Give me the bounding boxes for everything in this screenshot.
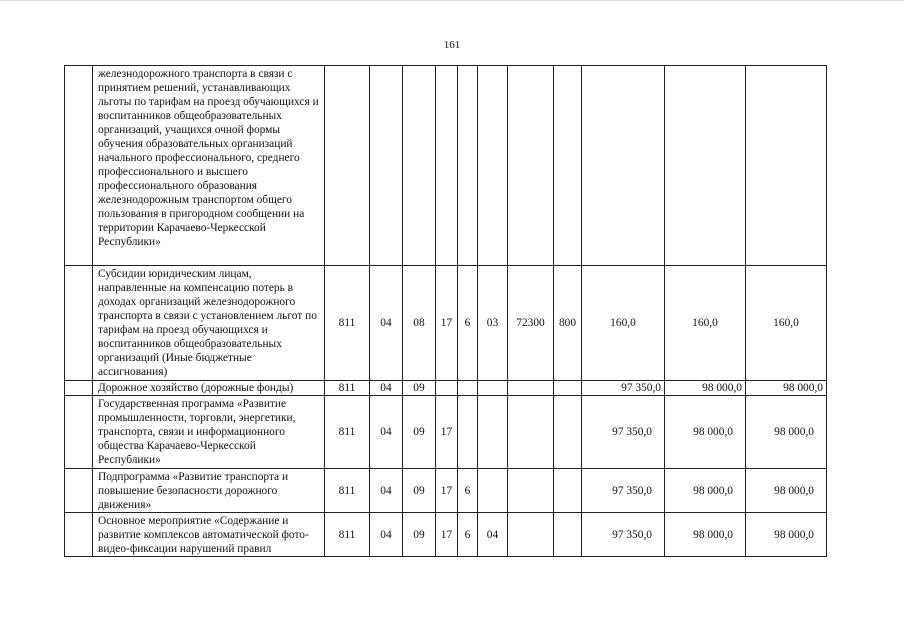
section-code — [370, 66, 403, 266]
table-row — [65, 381, 827, 396]
item-name: Государственная программа «Развитие промышленности, торговли, энергетики, транспорта, связи и информационного общества Карачаево-Черкесской Республики» — [93, 396, 325, 469]
subsection-code: 09 — [403, 513, 436, 557]
grbs-code: 811 — [325, 381, 370, 396]
section-code: 04 — [370, 513, 403, 557]
amount-year-2: 160,0 — [665, 266, 746, 381]
subsection-code — [403, 66, 436, 266]
amount-year-1: 97 350,0 — [582, 396, 665, 469]
grbs-code: 811 — [325, 469, 370, 513]
amount-year-3: 98 000,0 — [746, 396, 827, 469]
direction-code — [508, 66, 554, 266]
item-name: Подпрограмма «Развитие транспорта и повышение безопасности дорожного движения» — [93, 469, 325, 513]
subprogram-code: 6 — [458, 266, 478, 381]
activity-code: 04 — [478, 513, 508, 557]
direction-code — [508, 396, 554, 469]
grbs-code — [325, 66, 370, 266]
subsection-code: 09 — [403, 469, 436, 513]
expense-type-code — [554, 469, 582, 513]
amount-year-1: 160,0 — [582, 266, 665, 381]
section-code: 04 — [370, 396, 403, 469]
budget-table — [64, 65, 827, 557]
activity-code — [478, 381, 508, 396]
program-code — [436, 66, 458, 266]
section-code: 04 — [370, 266, 403, 381]
subprogram-code: 6 — [458, 469, 478, 513]
direction-code — [508, 513, 554, 557]
expense-type-code: 800 — [554, 266, 582, 381]
expense-type-code — [554, 513, 582, 557]
program-code — [436, 381, 458, 396]
section-code: 04 — [370, 469, 403, 513]
activity-code — [478, 469, 508, 513]
amount-year-3: 160,0 — [746, 266, 827, 381]
expense-type-code — [554, 396, 582, 469]
activity-code: 03 — [478, 266, 508, 381]
amount-year-2 — [665, 66, 746, 266]
row-index-cell — [65, 266, 93, 381]
activity-code — [478, 396, 508, 469]
amount-year-1: 97 350,0 — [582, 381, 665, 396]
amount-year-2: 98 000,0 — [665, 381, 746, 396]
page-number: 161 — [443, 39, 461, 51]
subprogram-code — [458, 66, 478, 266]
subprogram-code — [458, 381, 478, 396]
amount-year-3: 98 000,0 — [746, 469, 827, 513]
subprogram-code: 6 — [458, 513, 478, 557]
table-row — [65, 66, 827, 266]
item-name: железнодорожного транспорта в связи с принятием решений, устанавливающих льготы по тарифам на проезд обучающихся и воспитанников общеобразовательных организаций, учащихся очной формы обучения образовательных организаций начального профессионального, среднего профессионального и высшего профессионального образования железнодорожным транспортом общего пользования в пригородном сообщении на территории Карачаево-Черкесской Республики» — [93, 66, 325, 266]
grbs-code: 811 — [325, 513, 370, 557]
grbs-code: 811 — [325, 266, 370, 381]
program-code: 17 — [436, 469, 458, 513]
amount-year-1: 97 350,0 — [582, 469, 665, 513]
item-name: Дорожное хозяйство (дорожные фонды) — [93, 381, 325, 396]
row-index-cell — [65, 66, 93, 266]
amount-year-2: 98 000,0 — [665, 513, 746, 557]
table-row — [65, 513, 827, 557]
amount-year-3 — [746, 66, 827, 266]
item-name: Субсидии юридическим лицам, направленные на компенсацию потерь в доходах организаций железнодорожного транспорта в связи с установлением льгот по тарифам на проезд обучающихся и воспитанников общеобразовательных организаций (Иные бюджетные ассигнования) — [93, 266, 325, 381]
table-row — [65, 266, 827, 381]
subsection-code: 09 — [403, 396, 436, 469]
direction-code — [508, 469, 554, 513]
amount-year-2: 98 000,0 — [665, 469, 746, 513]
table-row — [65, 469, 827, 513]
program-code: 17 — [436, 513, 458, 557]
scan-edge — [0, 0, 904, 1]
amount-year-3: 98 000,0 — [746, 513, 827, 557]
amount-year-2: 98 000,0 — [665, 396, 746, 469]
row-index-cell — [65, 381, 93, 396]
program-code: 17 — [436, 266, 458, 381]
subsection-code: 08 — [403, 266, 436, 381]
subprogram-code — [458, 396, 478, 469]
subsection-code: 09 — [403, 381, 436, 396]
section-code: 04 — [370, 381, 403, 396]
item-name: Основное мероприятие «Содержание и развитие комплексов автоматической фото-видео-фиксации нарушений правил — [93, 513, 325, 557]
activity-code — [478, 66, 508, 266]
expense-type-code — [554, 66, 582, 266]
direction-code — [508, 381, 554, 396]
program-code: 17 — [436, 396, 458, 469]
amount-year-3: 98 000,0 — [746, 381, 827, 396]
table-row — [65, 396, 827, 469]
amount-year-1 — [582, 66, 665, 266]
row-index-cell — [65, 513, 93, 557]
direction-code: 72300 — [508, 266, 554, 381]
row-index-cell — [65, 396, 93, 469]
amount-year-1: 97 350,0 — [582, 513, 665, 557]
expense-type-code — [554, 381, 582, 396]
grbs-code: 811 — [325, 396, 370, 469]
row-index-cell — [65, 469, 93, 513]
